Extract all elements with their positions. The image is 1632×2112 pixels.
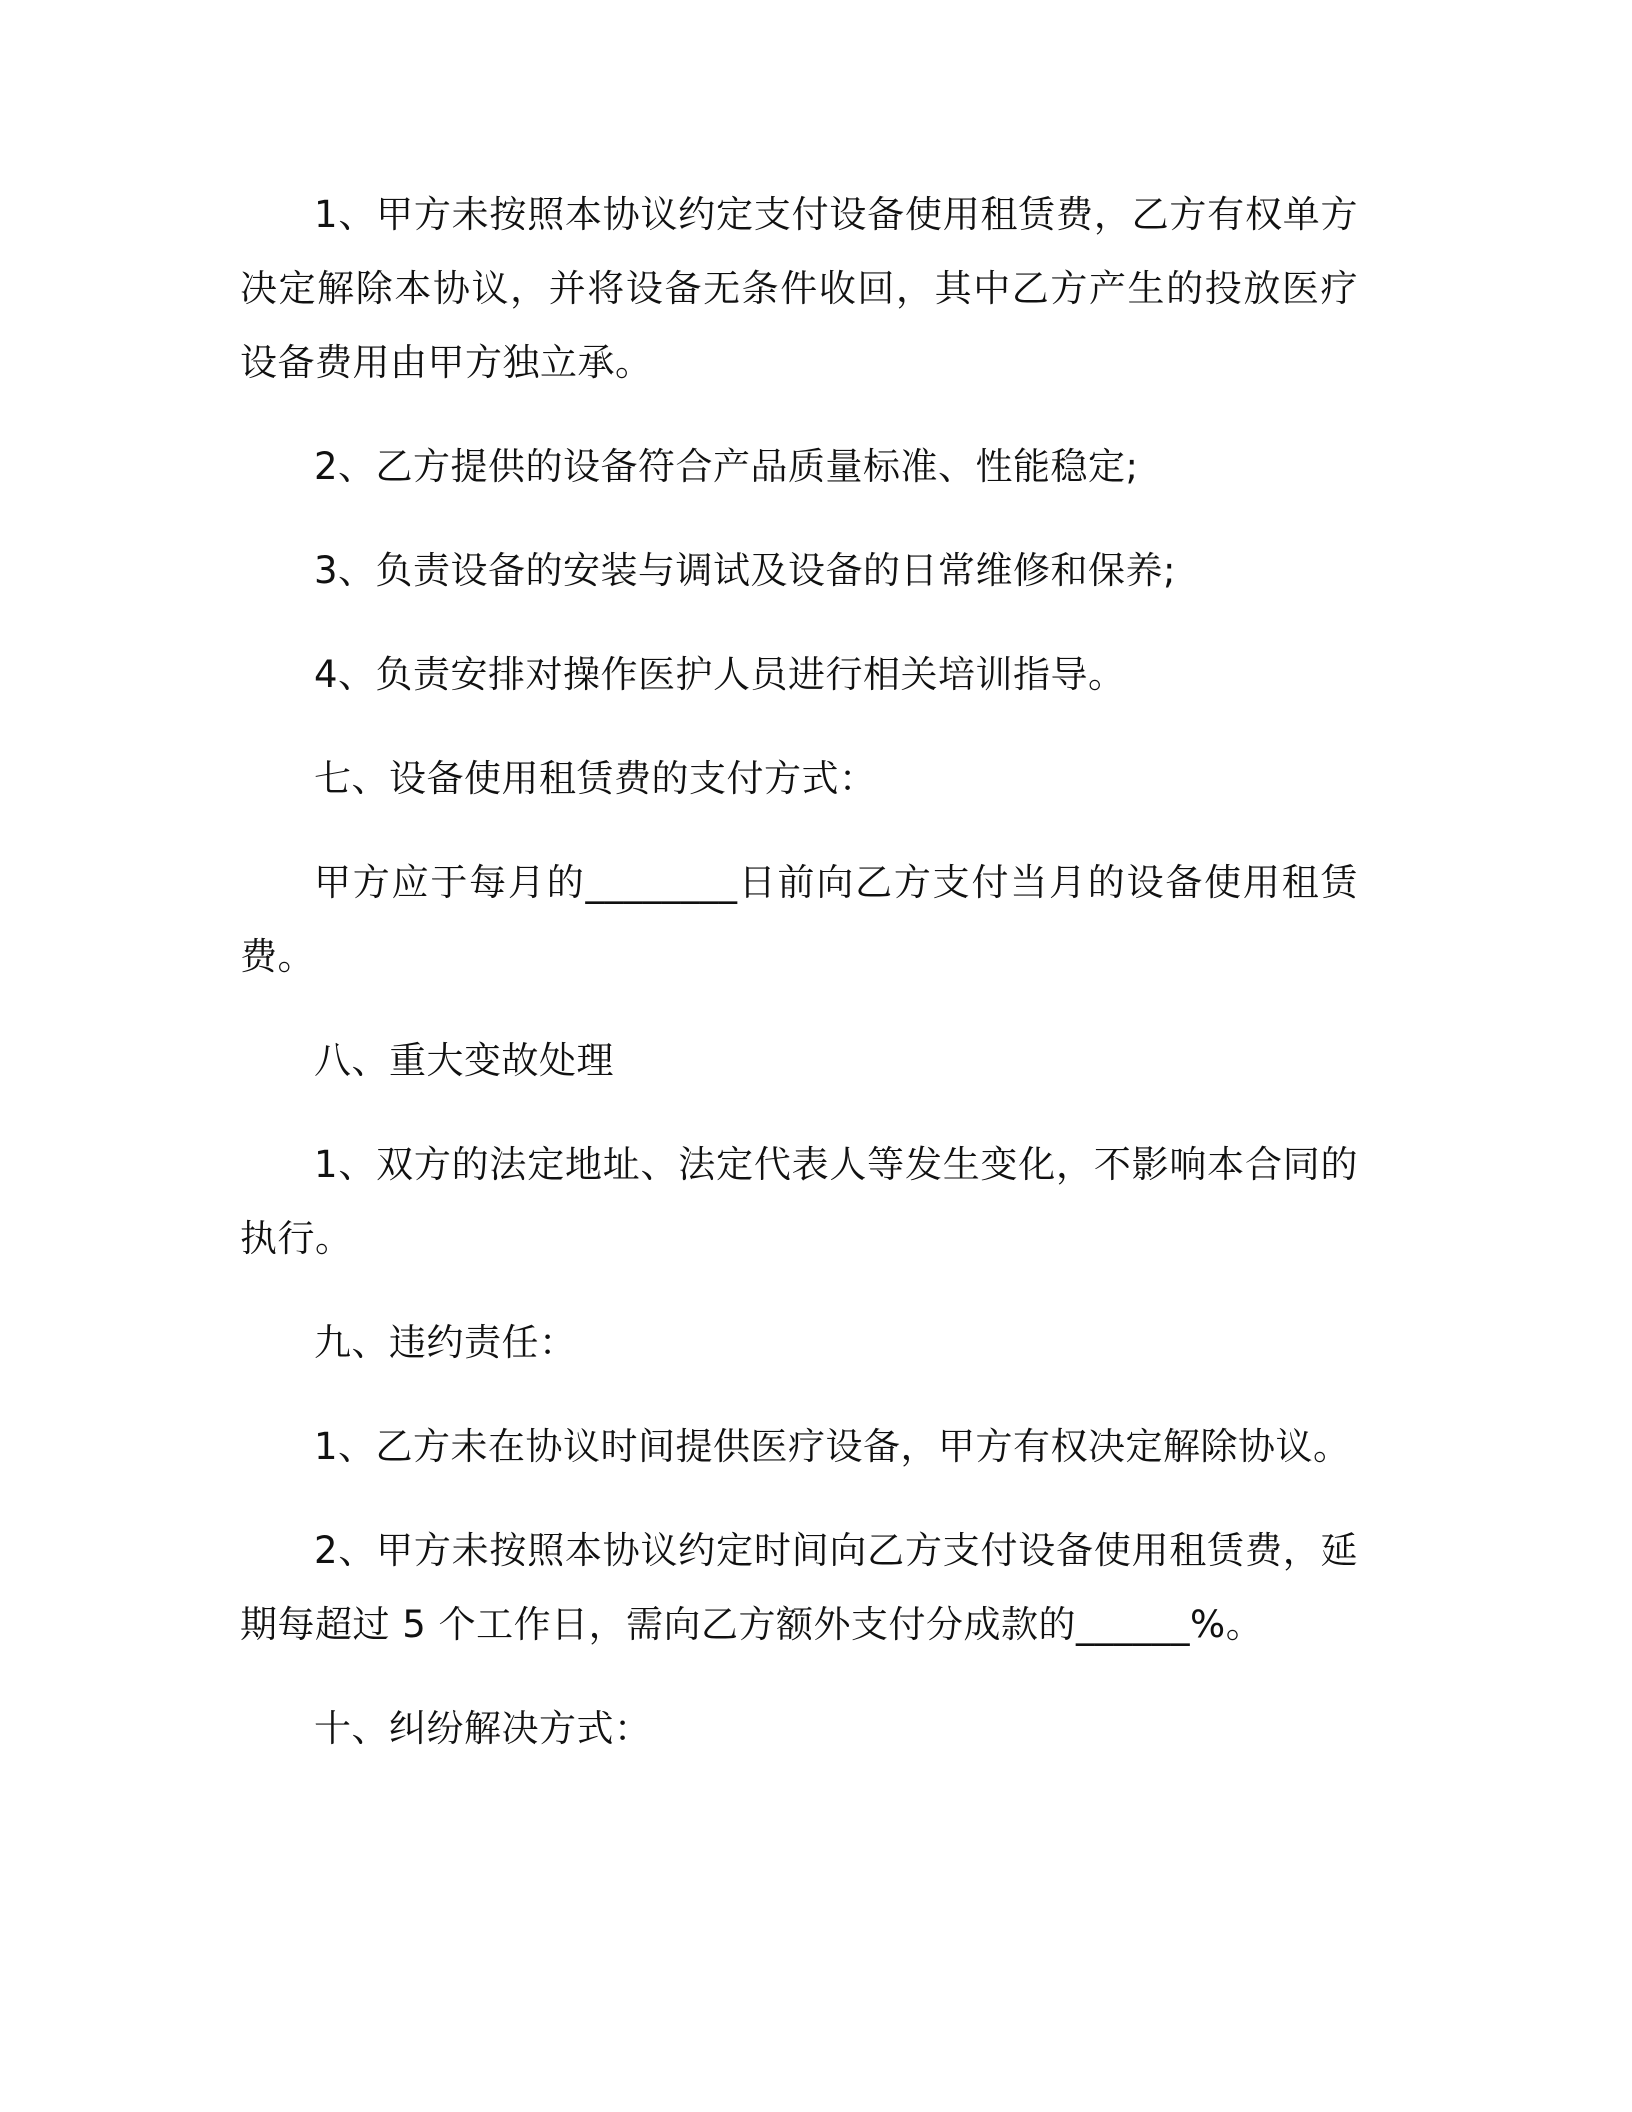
clause-6-4: 4、负责安排对操作医护人员进行相关培训指导。 (314, 653, 1126, 696)
section-7-body: 甲方应于每月的________日前向乙方支付当月的设备使用租赁费。 (240, 861, 1358, 978)
section-10-heading: 十、纠纷解决方式： (314, 1707, 652, 1750)
clause-9-2: 2、甲方未按照本协议约定时间向乙方支付设备使用租赁费，延期每超过 5 个工作日，需向乙方额外支付分成款的______%。 (240, 1529, 1358, 1646)
section-9-heading: 九、违约责任： (314, 1321, 577, 1364)
clause-6-3: 3、负责设备的安装与调试及设备的日常维修和保养; (314, 549, 1177, 592)
section-7-heading: 七、设备使用租赁费的支付方式： (314, 757, 877, 800)
document-body (240, 178, 1358, 1766)
section-8-heading: 八、重大变故处理 (314, 1039, 614, 1082)
clause-9-1: 1、乙方未在协议时间提供医疗设备，甲方有权决定解除协议。 (314, 1425, 1351, 1468)
clause-8-1: 1、双方的法定地址、法定代表人等发生变化，不影响本合同的执行。 (240, 1143, 1358, 1260)
clause-6-2: 2、乙方提供的设备符合产品质量标准、性能稳定; (314, 445, 1139, 488)
clause-6-1: 1、甲方未按照本协议约定支付设备使用租赁费，乙方有权单方决定解除本协议，并将设备无条件收回，其中乙方产生的投放医疗设备费用由甲方独立承。 (240, 193, 1358, 384)
